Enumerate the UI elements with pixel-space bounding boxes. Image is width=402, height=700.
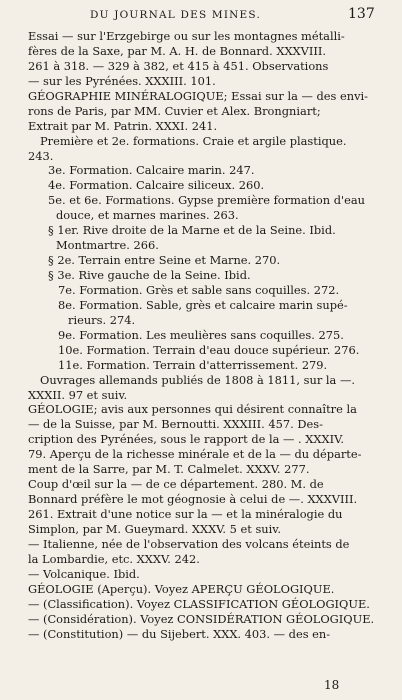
index-line: GÉOLOGIE; avis aux personnes qui désirent connaître la xyxy=(28,402,357,417)
index-line: § 3e. Rive gauche de la Seine. Ibid. xyxy=(48,268,251,282)
index-line: — Volcanique. Ibid. xyxy=(28,566,140,581)
index-line: GÉOLOGIE (Aperçu). Voyez APERÇU GÉOLOGIQUE. xyxy=(28,581,335,596)
index-line: 10e. Formation. Terrain d'eau douce supérieur. 276. xyxy=(58,342,360,357)
index-line: Ouvrages allemands publiés de 1808 à 1811, sur la —. xyxy=(40,372,355,387)
index-line: Extrait par M. Patrin. XXXI. 241. xyxy=(28,118,218,133)
index-line: 261 à 318. — 329 à 382, et 415 à 451. Observations xyxy=(28,58,329,73)
index-line: Montmartre. 266. xyxy=(56,238,159,253)
index-line: 261. Extrait d'une notice sur la — et la minéralogie du xyxy=(28,507,343,521)
index-line: 8e. Formation. Sable, grès et calcaire marin supé- xyxy=(58,297,348,312)
index-line: 4e. Formation. Calcaire siliceux. 260. xyxy=(48,178,265,193)
index-entries xyxy=(28,29,374,641)
index-line: Simplon, par M. Gueymard. XXXV. 5 et suiv. xyxy=(28,521,281,536)
index-line: 11e. Formation. Terrain d'atterrissement. 279. xyxy=(58,357,328,372)
index-line: GÉOGRAPHIE MINÉRALOGIQUE; Essai sur la — des envi- xyxy=(28,88,369,103)
catchword: 18 xyxy=(324,678,340,692)
index-line: 5e. et 6e. Formations. Gypse première formation d'eau xyxy=(48,193,366,208)
index-line: — sur les Pyrénées. XXXIII. 101. xyxy=(28,73,216,88)
page-header xyxy=(0,6,402,28)
index-line: rons de Paris, par MM. Cuvier et Alex. Brongniart; xyxy=(28,103,321,118)
page-number: 137 xyxy=(348,6,375,22)
index-line: — (Considération). Voyez CONSIDÉRATION GÉOLOGIQUE. xyxy=(28,611,375,626)
index-line: § 2e. Terrain entre Seine et Marne. 270. xyxy=(48,253,281,268)
index-line: la Lombardie, etc. XXXV. 242. xyxy=(28,551,200,566)
index-line: — (Classification). Voyez CLASSIFICATION GÉOLOGIQUE. xyxy=(28,596,370,611)
index-line: ment de la Sarre, par M. T. Calmelet. XXXV. 277. xyxy=(28,462,310,477)
index-line: — Italienne, née de l'observation des volcans éteints de xyxy=(28,536,350,551)
index-line: 243. xyxy=(28,148,54,163)
index-line: 7e. Formation. Grès et sable sans coquilles. 272. xyxy=(58,282,340,297)
index-line: 3e. Formation. Calcaire marin. 247. xyxy=(48,163,255,178)
index-line: cription des Pyrénées, sous le rapport de la — . XXXIV. xyxy=(28,432,344,447)
index-line: douce, et marnes marines. 263. xyxy=(56,208,239,223)
index-line: Première et 2e. formations. Craie et argile plastique. xyxy=(40,133,347,148)
index-line: Bonnard préfère le mot géognosie à celui de —. XXXVIII. xyxy=(28,492,358,507)
index-line: fères de la Saxe, par M. A. H. de Bonnard. XXXVIII. xyxy=(28,43,327,58)
index-line: § 1er. Rive droite de la Marne et de la Seine. Ibid. xyxy=(48,223,336,238)
index-line: 79. Aperçu de la richesse minérale et de la — du départe- xyxy=(28,447,362,462)
running-title: DU JOURNAL DES MINES. xyxy=(90,9,261,21)
index-line: Coup d'œil sur la — de ce département. 280. M. de xyxy=(28,477,324,492)
index-line: 9e. Formation. Les meulières sans coquilles. 275. xyxy=(58,327,344,342)
index-line: XXXII. 97 et suiv. xyxy=(28,387,128,402)
index-line: Essai — sur l'Erzgebirge ou sur les montagnes métalli- xyxy=(28,29,345,43)
index-line: — de la Suisse, par M. Bernoutti. XXXIII. 457. Des- xyxy=(28,417,323,432)
index-line: — (Constitution) — du Sijebert. XXX. 403. — des en- xyxy=(28,626,331,641)
index-line: rieurs. 274. xyxy=(68,312,136,327)
